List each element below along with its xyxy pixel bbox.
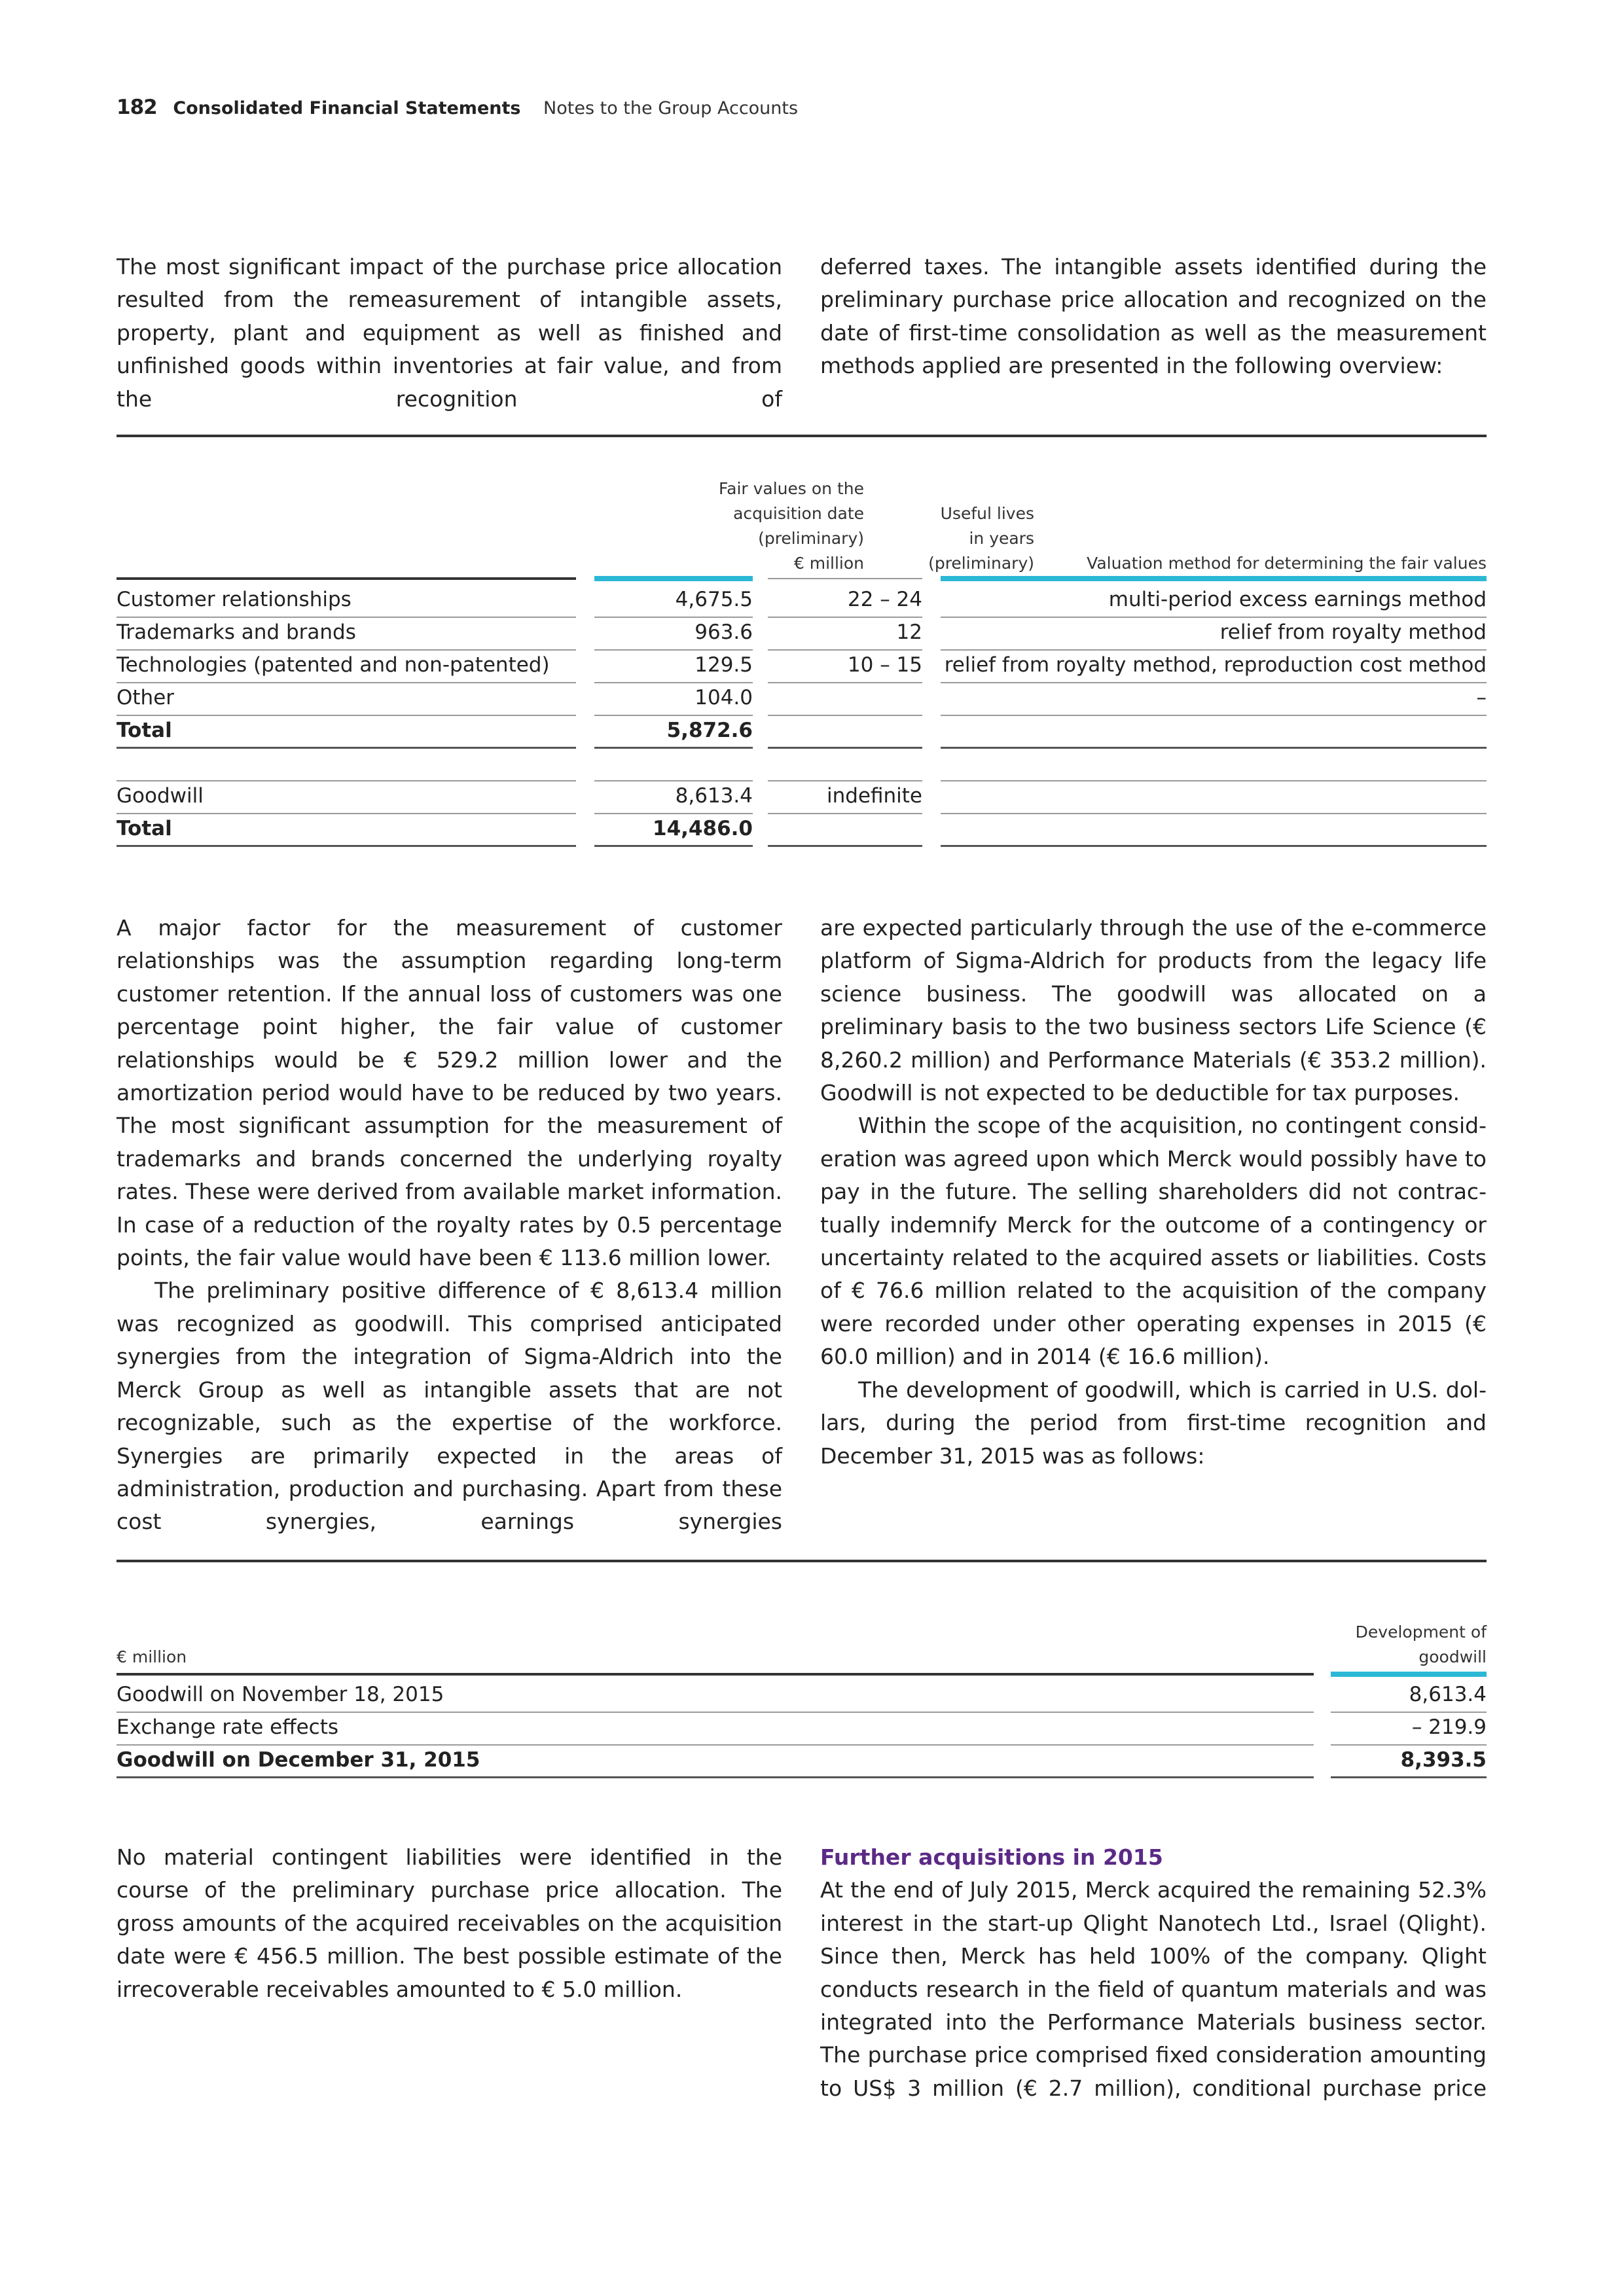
page-number: 182 bbox=[117, 96, 157, 119]
method-header-rule bbox=[941, 576, 1487, 581]
row-rule bbox=[594, 617, 753, 618]
intangible-assets-table bbox=[117, 435, 1487, 853]
table-row-label: Goodwill bbox=[117, 784, 204, 808]
intro-right-paragraph: deferred taxes. The intangible assets identified during the preliminary purchase price allocation and recognized on the date of first-time consolidation as well as the measurement methods applied are presented in the following overview: bbox=[820, 254, 1487, 379]
section-title: Consolidated Financial Statements bbox=[173, 98, 521, 118]
spacer-rule bbox=[768, 780, 922, 781]
row-rule bbox=[594, 649, 753, 651]
valuation-method-header: Valuation method for determining the fair values bbox=[1087, 554, 1487, 573]
contingent-consideration-paragraph: Within the scope of the acquisition, no contingent consideration was agreed upon which Merck would possibly have to pay in the future. The selling shareholders did not contractually indemnify Merck for the outcome of a contingency or uncertainty related to the acquired assets or liabilities. Costs of € 76.6 million related to the acquisition of the company were recorded under other operating expenses in 2015 (€ 60.0 million) and in 2014 (€ 16.6 million). bbox=[820, 1113, 1487, 1370]
table-row-life: indefinite bbox=[826, 784, 922, 808]
table-row-value: 129.5 bbox=[695, 653, 753, 677]
row-rule bbox=[768, 617, 922, 618]
value-header-rule bbox=[1331, 1672, 1487, 1677]
unit-header: € million bbox=[117, 1647, 187, 1666]
table-row-value: 104.0 bbox=[695, 686, 753, 709]
fair-value-header-line: (preliminary) bbox=[758, 529, 864, 548]
development-header-line: goodwill bbox=[1418, 1647, 1487, 1666]
total-rule bbox=[594, 845, 753, 847]
table-row-value: 4,675.5 bbox=[675, 588, 753, 611]
page-header bbox=[117, 96, 798, 119]
useful-lives-header-rule bbox=[768, 578, 922, 579]
row-rule bbox=[117, 649, 576, 651]
row-rule bbox=[941, 682, 1487, 683]
useful-lives-header-line: Useful lives bbox=[940, 504, 1034, 523]
table-row-label: Technologies (patented and non-patented) bbox=[117, 653, 550, 677]
table-row-label: Trademarks and brands bbox=[117, 620, 356, 644]
table-row-life: 12 bbox=[896, 620, 922, 644]
contingent-liabilities-paragraph: No material contingent liabilities were identified in the course of the preliminary purchase price allocation. The gross amounts of the acquired receivables on the acquisition date were € 456.5 million. The best possible estimate of the irrecoverable receivables amounted to € 5.0 million. bbox=[117, 1844, 782, 2002]
row-rule bbox=[768, 813, 922, 814]
useful-lives-header-line: in years bbox=[969, 529, 1034, 548]
row-rule bbox=[117, 1712, 1314, 1713]
total-rule bbox=[1331, 1776, 1487, 1778]
row-rule bbox=[941, 617, 1487, 618]
table-row-label: Customer relationships bbox=[117, 588, 352, 611]
total-rule bbox=[117, 747, 576, 749]
goodwill-development-table bbox=[117, 1560, 1487, 1776]
subsection-title: Notes to the Group Accounts bbox=[543, 98, 799, 118]
middle-right-column bbox=[820, 912, 1487, 1473]
table-row-life: 22 – 24 bbox=[847, 588, 922, 611]
table-row-method: – bbox=[1476, 686, 1487, 709]
fair-value-header-line: acquisition date bbox=[733, 504, 864, 523]
row-rule bbox=[117, 1744, 1314, 1746]
goodwill-paragraph: The preliminary positive difference of € 8,613.4 million was recognized as goodwill. This comprised anticipated synergies from the integration of Sigma-Aldrich into the Merck Group as well as intangible assets that are not recognizable, such as the expertise of the workforce. Synergies are primarily expected in the areas of administration, production and purchasing. Apart from these cost synergies, earnings synergies bbox=[117, 1278, 782, 1535]
row-rule bbox=[594, 682, 753, 683]
table-top-rule bbox=[117, 435, 1487, 437]
row-rule bbox=[117, 813, 576, 814]
row-rule bbox=[117, 617, 576, 618]
bottom-right-column bbox=[820, 1841, 1487, 2105]
spacer-rule bbox=[594, 780, 753, 781]
row-rule bbox=[768, 715, 922, 716]
row-rule bbox=[1331, 1712, 1487, 1713]
further-acquisitions-heading: Further acquisitions in 2015 bbox=[820, 1844, 1163, 1870]
intro-left-column bbox=[117, 251, 782, 416]
middle-left-column bbox=[117, 912, 782, 1539]
table-row-method: relief from royalty method bbox=[1219, 620, 1487, 644]
table-row-life: 10 – 15 bbox=[847, 653, 922, 677]
table-row-value: 8,613.4 bbox=[1409, 1683, 1487, 1706]
table-row-label: Total bbox=[117, 719, 172, 742]
row-rule bbox=[117, 682, 576, 683]
table-row-label: Total bbox=[117, 817, 172, 840]
spacer-rule bbox=[117, 780, 576, 781]
table-row-label: Other bbox=[117, 686, 175, 709]
total-rule bbox=[768, 747, 922, 749]
table-top-rule bbox=[117, 1560, 1487, 1562]
table-row-value: – 219.9 bbox=[1411, 1715, 1487, 1739]
row-rule bbox=[941, 649, 1487, 651]
table-row-value: 8,613.4 bbox=[675, 784, 753, 808]
total-rule bbox=[117, 1776, 1314, 1778]
fair-value-header-rule bbox=[594, 576, 753, 581]
row-rule bbox=[594, 813, 753, 814]
customer-relationships-paragraph: A major factor for the measurement of customer relationships was the assumption regarding long-term customer retention. If the annual loss of customers was one percentage point higher, the fair value of customer relationships would be € 529.2 million lower and the amortization period would have to be reduced by two years. The most significant assumption for the measurement of trademarks and brands concerned the underlying royalty rates. These were derived from available market information. In case of a reduction of the royalty rates by 0.5 percentage points, the fair value would have been € 113.6 million lower. bbox=[117, 915, 782, 1271]
table-row-method: relief from royalty method, reproduction cost method bbox=[944, 653, 1487, 677]
row-rule bbox=[117, 715, 576, 716]
total-rule bbox=[117, 845, 576, 847]
table-row-label: Goodwill on November 18, 2015 bbox=[117, 1683, 444, 1706]
label-header-rule bbox=[117, 1673, 1314, 1676]
table-row-value: 963.6 bbox=[695, 620, 753, 644]
table-row-method: multi-period excess earnings method bbox=[1108, 588, 1487, 611]
bottom-left-column bbox=[117, 1841, 782, 2006]
row-rule bbox=[768, 649, 922, 651]
label-header-rule bbox=[117, 577, 576, 580]
total-rule bbox=[941, 845, 1487, 847]
fair-value-header-line: € million bbox=[793, 554, 864, 573]
intro-left-paragraph: The most significant impact of the purchase price allocation resulted from the remeasurement of intangible assets, property, plant and equipment as well as finished and unfinished goods within inventories at fair value, and from the recognition of bbox=[117, 254, 782, 412]
total-rule bbox=[941, 747, 1487, 749]
total-rule bbox=[594, 747, 753, 749]
useful-lives-header-line: (preliminary) bbox=[928, 554, 1034, 573]
table-row-label: Exchange rate effects bbox=[117, 1715, 339, 1739]
development-header bbox=[1229, 1620, 1487, 1670]
table-row-label: Goodwill on December 31, 2015 bbox=[117, 1748, 480, 1772]
row-rule bbox=[594, 715, 753, 716]
table-row-value: 5,872.6 bbox=[666, 719, 753, 742]
fair-value-header-line: Fair values on the bbox=[719, 479, 864, 498]
qlight-paragraph: At the end of July 2015, Merck acquired the remaining 52.3% interest in the start-up Qlight Nanotech Ltd., Israel (Qlight). Since then, Merck has held 100% of the company. Qlight conducts research in the field of quantum materials and was integrated into the Performance Materials business sector. The purchase price comprised fixed consideration amounting to US$ 3 million (€ 2.7 million), conditional purchase price bbox=[820, 1877, 1487, 2101]
intro-right-column bbox=[820, 251, 1487, 383]
row-rule bbox=[941, 813, 1487, 814]
spacer-rule bbox=[941, 780, 1487, 781]
total-rule bbox=[768, 845, 922, 847]
row-rule bbox=[1331, 1744, 1487, 1746]
table-row-value: 14,486.0 bbox=[653, 817, 753, 840]
row-rule bbox=[941, 715, 1487, 716]
development-header-line: Development of bbox=[1355, 1623, 1487, 1641]
goodwill-development-paragraph: The development of goodwill, which is carried in U.S. dollars, during the period from first-time recognition and December 31, 2015 was as follows: bbox=[820, 1376, 1487, 1469]
table-row-value: 8,393.5 bbox=[1400, 1748, 1487, 1772]
synergies-paragraph: are expected particularly through the use of the e-commerce platform of Sigma-Aldrich for products from the legacy life science business. The goodwill was allocated on a preliminary basis to the two business sectors Life Science (€ 8,260.2 million) and Performance Materials (€ 353.2 million). Goodwill is not expected to be deductible for tax purposes. bbox=[820, 915, 1487, 1106]
row-rule bbox=[768, 682, 922, 683]
